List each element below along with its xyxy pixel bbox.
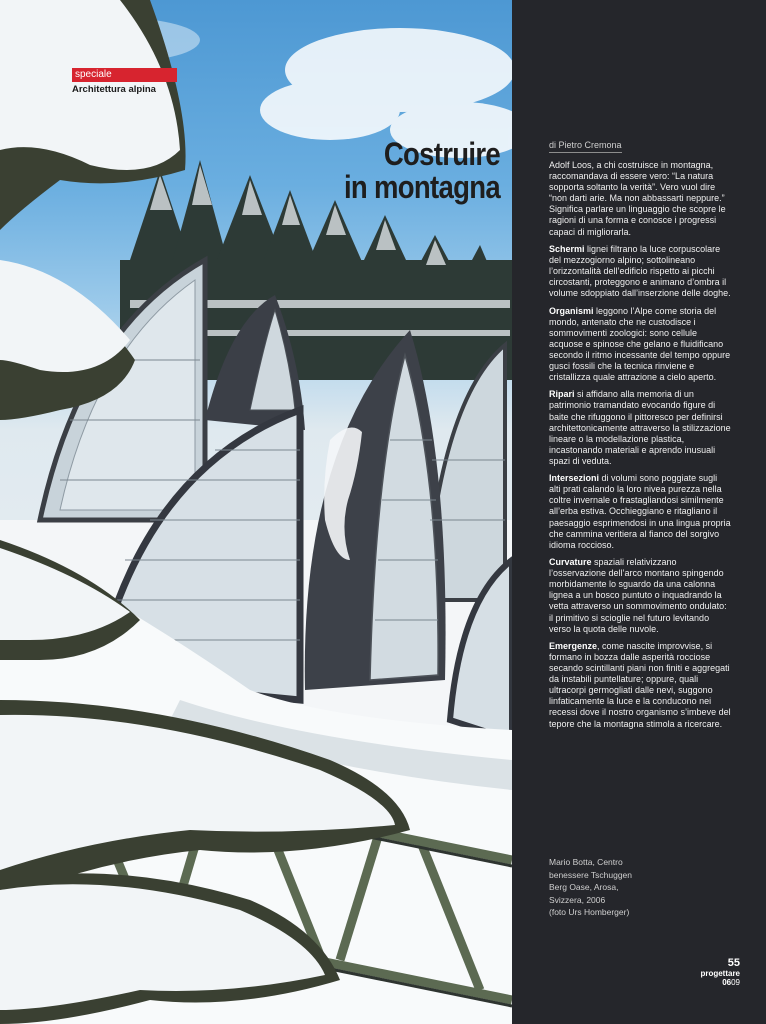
headline-line-1: Costruire — [383, 136, 500, 172]
paragraph-emergenze — [549, 641, 731, 730]
section-tag: speciale — [72, 68, 177, 82]
issue-rest: 09 — [731, 978, 740, 987]
paragraph-text: spaziali relativizzano l’osservazione dell’arco montano spingendo morbidamente lo sguardo da una calonna lignea a un bosco puntuto o inquadrando la vetta attraverso un sommovimento ondulato: il primitivo si scioglie nel futuro levitando verso la quota delle nuvole. — [549, 557, 727, 634]
paragraph-curvature — [549, 557, 731, 635]
paragraph-text: Adolf Loos, a chi costruisce in montagna, raccomandava di essere vero: “La natura sopporta soltanto la verità”. Vero vuol dire “non darti arie. Ma non abbassarti neppure.” Significa parlare un linguaggio che scopre le ragioni di una forma e conosce i progressi capaci di migliorarla. — [549, 160, 726, 237]
paragraph-lead: Curvature — [549, 557, 592, 568]
paragraph-lead: Intersezioni — [549, 473, 600, 484]
paragraph-text: lignei filtrano la luce corpuscolare del mezzogiorno alpino; sottolineano l’orizzontalità dell’edificio rispetto ai picchi circostanti, proteggono e animano d’ombra il volume sdoppiato dall’inserzione delle doghe. — [549, 243, 731, 299]
paragraph-text: si affidano alla memoria di un patrimonio tramandato evocando figure di baite che rifuggono il pittoresco per definirsi architettonicamente attraverso la stilizzazione lineare o la modellazione plastica, incastonando materiali e aprendo inusuali spazi di veduta. — [549, 389, 731, 466]
section-subtitle: Architettura alpina — [72, 84, 156, 95]
headline-line-2: in montagna — [343, 169, 500, 205]
caption-line: Mario Botta, Centro — [549, 857, 623, 867]
magazine-name: progettare — [700, 969, 740, 978]
caption-line: Berg Oase, Arosa, — [549, 882, 619, 892]
paragraph-text: leggono l’Alpe come storia del mondo, antenato che ne custodisce i sommovimenti zoologici: sono cellule acquose e spinose che gelano e fluidificano secondo il ritmo incessante del tempo oppure gusci fossili che la tecnica rinviene e cristallizza quale attrazione a cielo aperto. — [549, 305, 731, 383]
paragraph-intersezioni — [549, 473, 731, 551]
caption-line: Svizzera, 2006 — [549, 894, 606, 905]
page-folio — [700, 957, 740, 987]
paragraph-schermi — [549, 244, 731, 299]
issue-bold: 06 — [722, 978, 732, 987]
paragraph-lead: Organismi — [549, 305, 594, 316]
article-body — [549, 160, 731, 736]
text-column — [512, 0, 766, 1024]
paragraph-text: di volumi sono poggiate sugli alti prati calando la loro nivea purezza nella coltre invernale o frastagliandosi similmente all’erba estiva. Occhieggiano e ritagliano il paesaggio esprimendosi in una lingua propria che cammina veritiera al fianco del sorgivo idioma roccioso. — [549, 473, 731, 550]
paragraph-lead: Schermi — [549, 243, 585, 254]
paragraph-lead: Emergenze — [549, 640, 598, 651]
article-headline — [276, 138, 500, 204]
caption-line: benessere Tschuggen — [549, 869, 633, 880]
issue-number — [700, 978, 740, 987]
paragraph-intro — [549, 160, 731, 238]
paragraph-ripari — [549, 389, 731, 467]
paragraph-organismi — [549, 306, 731, 384]
page-number: 55 — [727, 957, 740, 969]
caption-line: (foto Urs Homberger) — [549, 907, 630, 917]
photo-caption — [549, 856, 669, 919]
paragraph-text: , come nascite improvvise, si formano in bozza dalle asperità rocciose secando scintillanti piani non finiti e aggregati da instabili puntellature; oppure, quali ultracorpi germogliati dalle nevi, suggono linfaticamente la luce e la conducono nei recessi dove il nostro organismo s’imbeve del tepore che la montagna stimola a ricercare. — [549, 640, 731, 729]
paragraph-lead: Ripari — [549, 389, 575, 400]
byline: di Pietro Cremona — [549, 140, 622, 153]
